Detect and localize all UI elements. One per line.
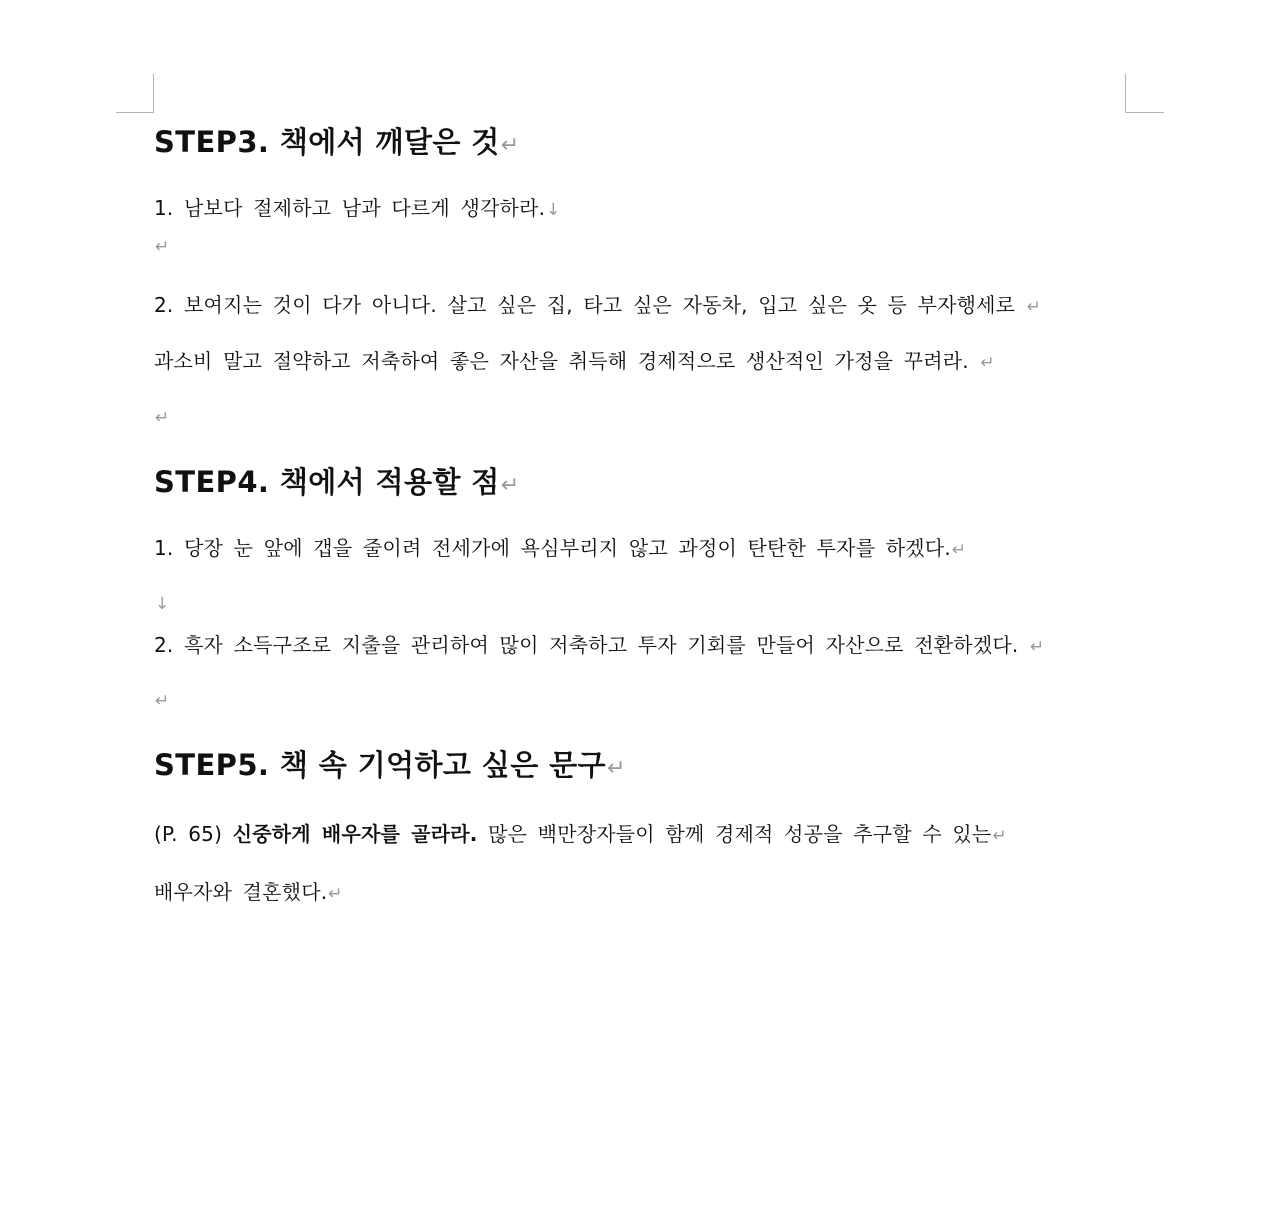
step3-item-1	[154, 192, 561, 221]
paragraph-mark: ↵	[328, 884, 343, 904]
page-reference: (P. 65)	[154, 822, 233, 846]
step4-item-1	[154, 532, 966, 561]
paragraph-mark: ↵	[155, 237, 170, 257]
step3-item-1-text: 1. 남보다 절제하고 남과 다르게 생각하라.	[154, 196, 546, 220]
step5-heading	[154, 743, 626, 784]
paragraph-mark: ↵	[1026, 297, 1042, 317]
paragraph-mark: ↵	[155, 691, 170, 711]
paragraph-mark: ↵	[1029, 637, 1045, 657]
line-break-paragraph	[154, 590, 169, 614]
step4-item-2	[154, 629, 1044, 658]
step4-heading-text: STEP4. 책에서 적용할 점	[154, 465, 500, 499]
step4-item-1-text: 1. 당장 눈 앞에 갭을 줄이려 전세가에 욕심부리지 않고 과정이 탄탄한 투자를 하겠다.	[154, 536, 951, 560]
paragraph-mark: ↵	[606, 756, 626, 781]
quote-text-1: 많은 백만장자들이 함께 경제적 성공을 추구할 수 있는	[477, 822, 992, 846]
step3-heading	[154, 120, 520, 161]
crop-mark-top-left	[116, 74, 154, 113]
empty-paragraph	[154, 404, 169, 428]
step3-item-2-text-2: 과소비 말고 절약하고 저축하여 좋은 자산을 취득해 경제적으로 생산적인 가정을 꾸려라.	[154, 349, 980, 373]
step3-item-2-line-1	[154, 289, 1041, 318]
quote-bold-text: 신중하게 배우자를 골라라.	[232, 822, 478, 846]
step5-quote-line-2	[154, 876, 343, 905]
paragraph-mark: ↵	[951, 540, 967, 560]
step4-item-2-text: 2. 흑자 소득구조로 지출을 관리하여 많이 저축하고 투자 기회를 만들어 자산으로 전환하겠다.	[154, 633, 1029, 657]
step5-heading-text: STEP5. 책 속 기억하고 싶은 문구	[154, 748, 606, 782]
step4-heading	[154, 460, 520, 501]
paragraph-mark: ↵	[980, 353, 995, 373]
paragraph-mark: ↵	[500, 473, 520, 498]
paragraph-mark: ↵	[992, 826, 1007, 846]
line-break-mark: ↓	[546, 200, 561, 220]
quote-text-2: 배우자와 결혼했다.	[154, 880, 328, 904]
paragraph-mark: ↵	[155, 408, 170, 428]
step3-item-2-line-2	[154, 345, 995, 374]
line-break-mark: ↓	[155, 594, 170, 614]
empty-paragraph	[154, 233, 169, 257]
paragraph-mark: ↵	[500, 133, 520, 158]
empty-paragraph	[154, 687, 169, 711]
crop-mark-top-right	[1125, 74, 1164, 113]
step3-heading-text: STEP3. 책에서 깨달은 것	[154, 125, 500, 159]
step3-item-2-text-1: 2. 보여지는 것이 다가 아니다. 살고 싶은 집, 타고 싶은 자동차, 입고 싶은 옷 등 부자행세로	[154, 293, 1026, 317]
step5-quote-line-1	[154, 818, 1007, 847]
